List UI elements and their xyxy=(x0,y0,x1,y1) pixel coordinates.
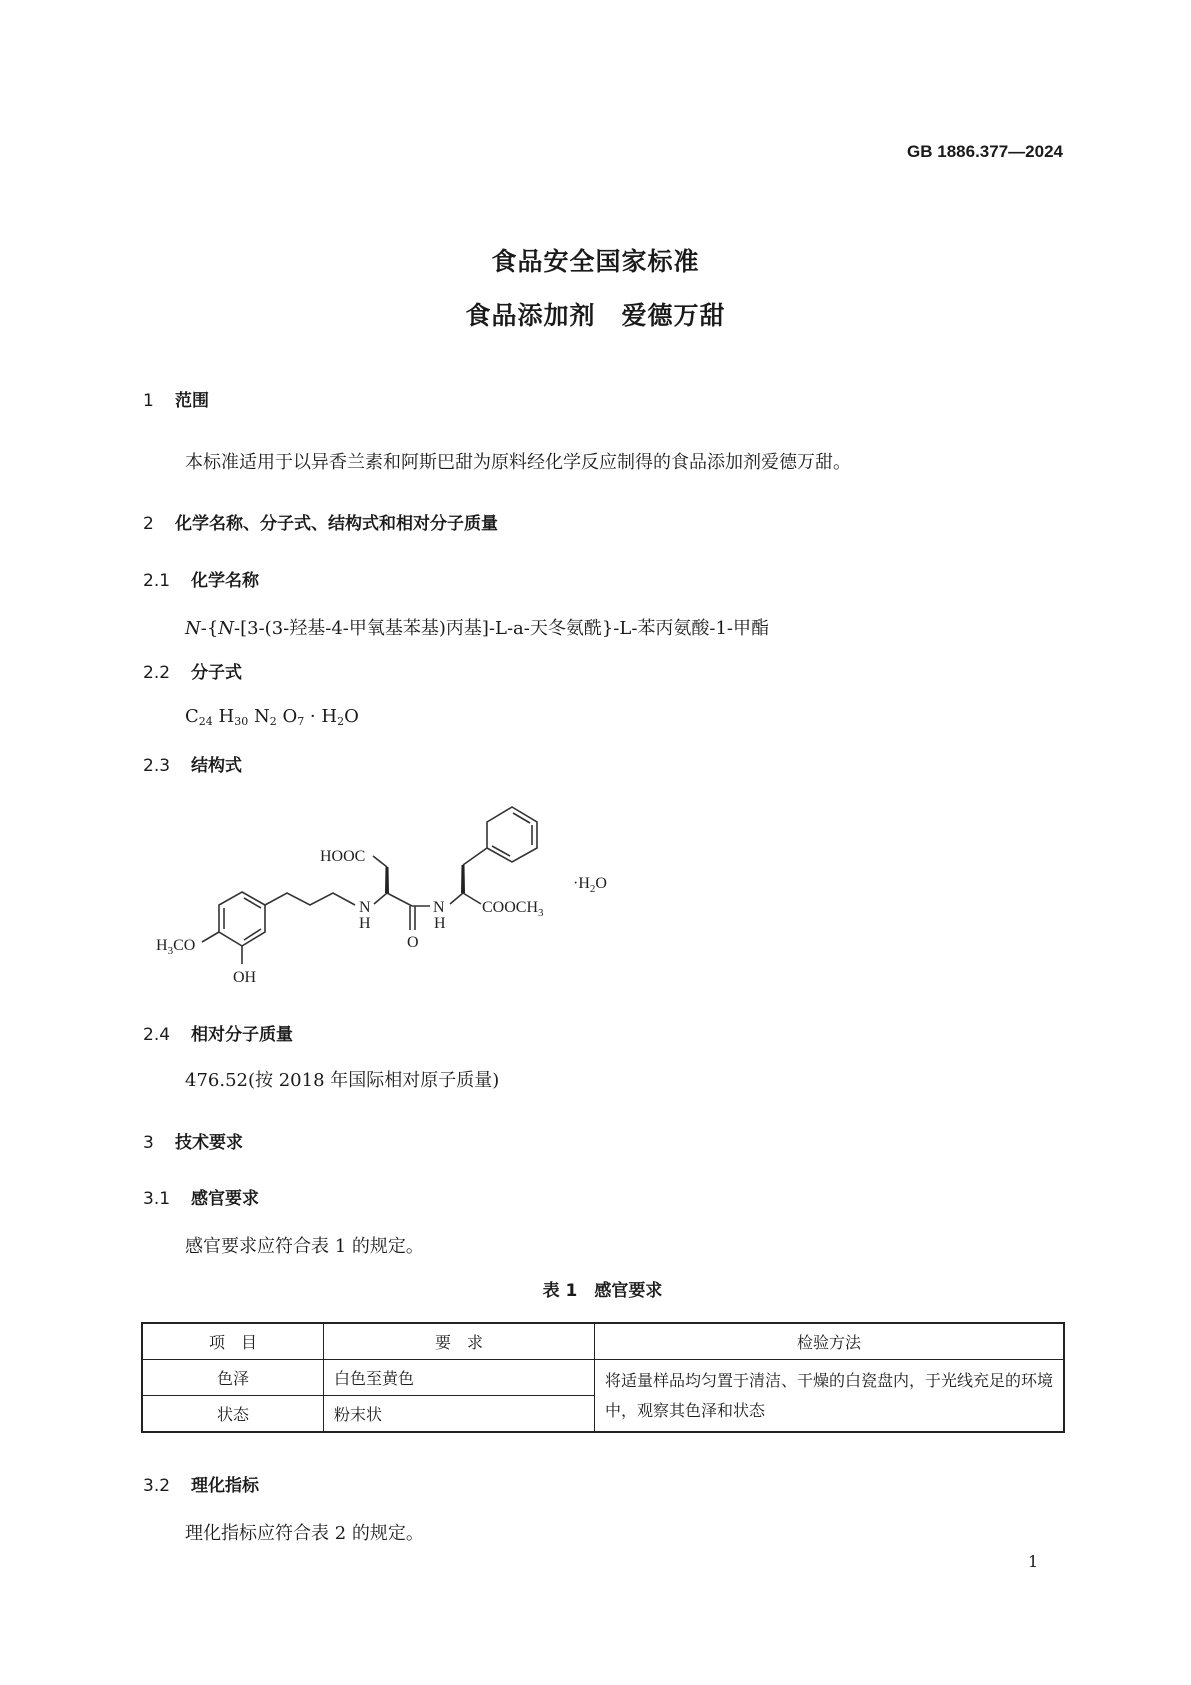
amine-h-label: H xyxy=(359,915,371,932)
carbonyl-o-label: O xyxy=(407,934,419,951)
section-1-text: 本标准适用于以异香兰素和阿斯巴甜为原料经化学反应制得的食品添加剂爱德万甜。 xyxy=(185,452,851,473)
section-2-heading: 2 化学名称、分子式、结构式和相对分子质量 xyxy=(143,514,498,534)
table-1-caption: 表 1 感官要求 xyxy=(542,1281,663,1301)
row-requirement: 粉末状 xyxy=(324,1396,595,1433)
molecular-mass: 476.52(按 2018 年国际相对原子质量) xyxy=(185,1070,500,1091)
row-item: 色泽 xyxy=(142,1360,324,1396)
section-2-1-heading: 2.1 化学名称 xyxy=(143,571,259,591)
amine-n-label: N xyxy=(359,899,371,916)
row-item: 状态 xyxy=(142,1396,324,1433)
table-header-row xyxy=(142,1323,1064,1360)
section-3-2-heading: 3.2 理化指标 xyxy=(143,1476,259,1496)
section-3-1-text: 感官要求应符合表 1 的规定。 xyxy=(185,1236,424,1257)
doc-title-line2: 食品添加剂 爱德万甜 xyxy=(465,301,726,330)
ester-label: $COOCH_3$ xyxy=(482,899,544,919)
structural-formula xyxy=(140,780,640,1000)
col-header-method: 检验方法 xyxy=(595,1323,1065,1360)
test-method: 将适量样品均匀置于清洁、干燥的白瓷盘内，于光线充足的环境中，观察其色泽和状态 xyxy=(595,1360,1065,1433)
molecular-formula: $C_{24}$ $H_{30}$ $N_2$ $O_7 \cdot H_2O$ xyxy=(185,706,359,728)
amide-n-label: N xyxy=(433,899,445,916)
chemical-name: N-{N-[3-(3-羟基-4-甲氧基苯基)丙基]-L-a-天冬氨酰}-L-苯丙氨酸-1-甲酯 xyxy=(185,618,770,639)
section-2-2-heading: 2.2 分子式 xyxy=(143,663,242,683)
table-row xyxy=(142,1360,1064,1396)
section-1-heading: 1 范围 xyxy=(143,391,209,411)
amide-h-label: H xyxy=(434,915,446,932)
hooc-label: HOOC xyxy=(320,848,366,865)
section-3-2-text: 理化指标应符合表 2 的规定。 xyxy=(185,1523,424,1544)
hydrate-label: $\cdot H_2O$ xyxy=(573,875,607,895)
col-header-requirement: 要 求 xyxy=(324,1323,595,1360)
section-3-heading: 3 技术要求 xyxy=(143,1133,243,1153)
section-2-3-heading: 2.3 结构式 xyxy=(143,756,242,776)
page-number: 1 xyxy=(1028,1552,1039,1571)
sensory-requirements-table xyxy=(141,1322,1065,1433)
section-2-4-heading: 2.4 相对分子质量 xyxy=(143,1025,293,1045)
col-header-item: 项 目 xyxy=(142,1323,324,1360)
standard-number: GB 1886.377—2024 xyxy=(907,142,1063,161)
section-3-1-heading: 3.1 感官要求 xyxy=(143,1189,259,1209)
hydroxy-label: OH xyxy=(233,969,257,986)
row-requirement: 白色至黄色 xyxy=(324,1360,595,1396)
methoxy-label: $H_3CO$ xyxy=(156,937,196,957)
doc-title-line1: 食品安全国家标准 xyxy=(491,247,700,276)
